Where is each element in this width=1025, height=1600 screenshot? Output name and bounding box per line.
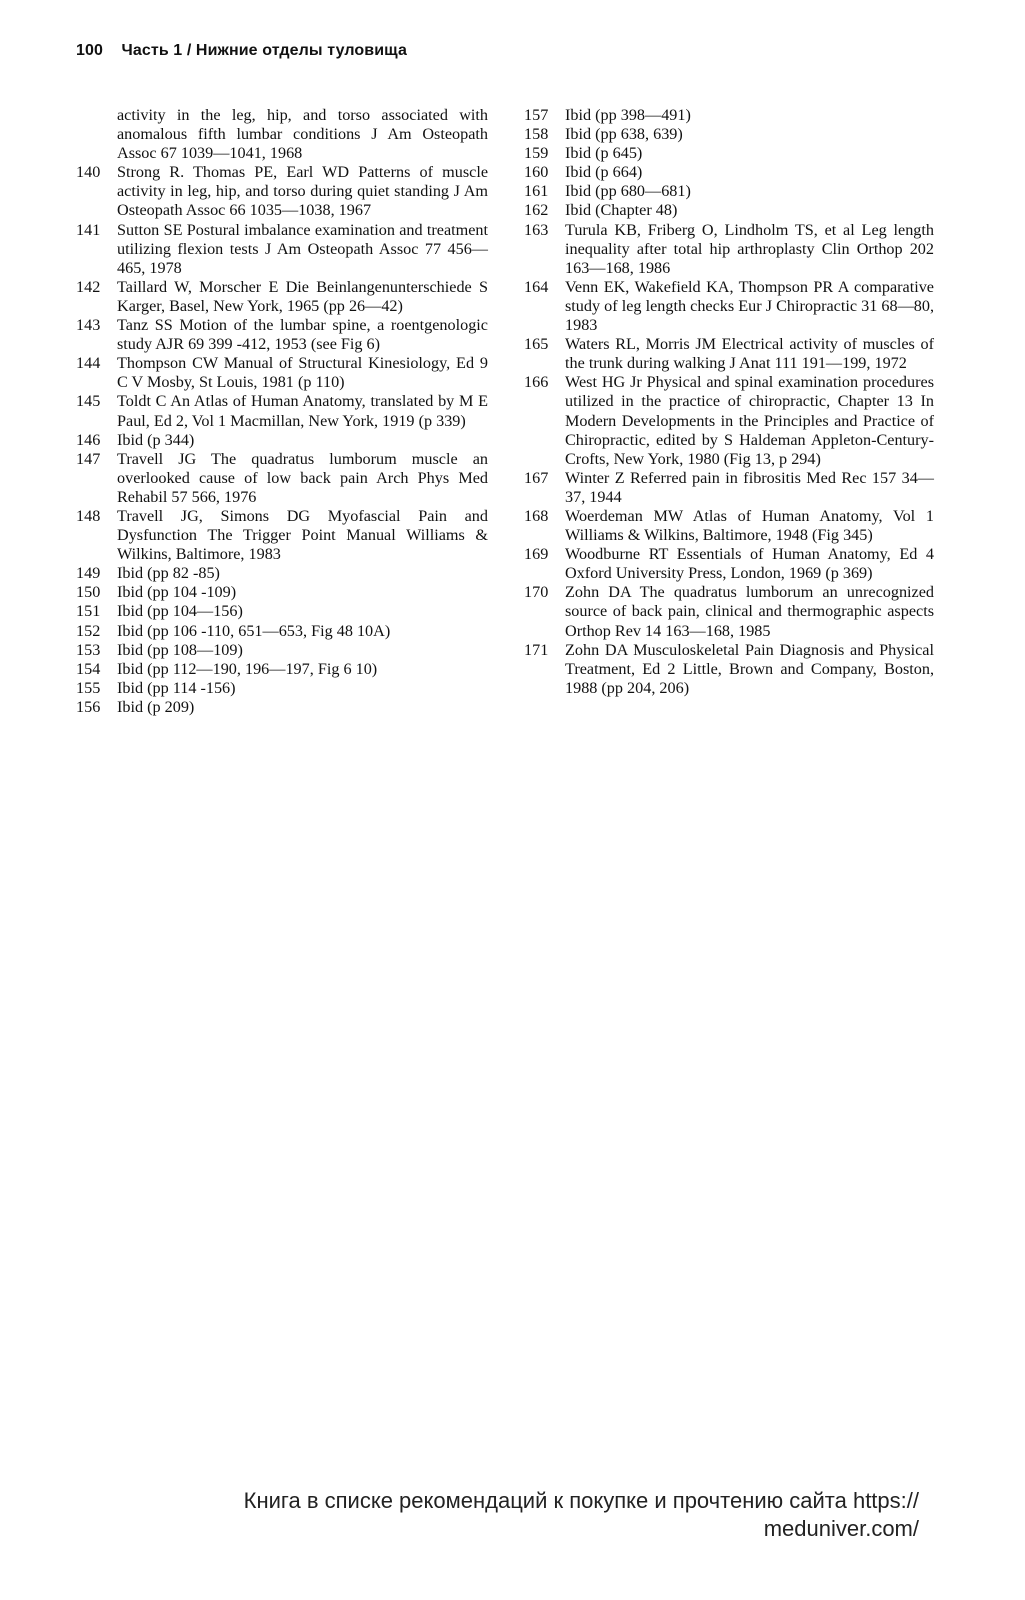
- reference-number: 159: [524, 144, 549, 163]
- reference-entry: [524, 125, 934, 144]
- reference-text: Ibid (pp 112—190, 196—197, Fig 6 10): [117, 659, 378, 678]
- reference-number: 166: [524, 373, 549, 392]
- reference-entry: [524, 144, 934, 163]
- reference-text: Ibid (p 344): [117, 430, 195, 449]
- reference-number: 162: [524, 201, 549, 220]
- reference-number: 169: [524, 545, 549, 564]
- reference-text: Ibid (p 664): [565, 163, 643, 182]
- reference-text: Woerdeman MW Atlas of Human Anatomy, Vol 1 Williams & Wilkins, Baltimore, 1948 (Fig 345): [565, 506, 934, 545]
- reference-text: Venn EK, Wakefield KA, Thompson PR A comparative study of leg length checks Eur J Chiropractic 31 68—80, 1983: [565, 277, 934, 335]
- reference-number: 164: [524, 277, 549, 296]
- reference-entry: [524, 641, 934, 698]
- reference-number: 146: [76, 430, 101, 449]
- reference-entry: [76, 278, 488, 316]
- reference-entry: [76, 354, 488, 392]
- reference-text: Travell JG The quadratus lumborum muscle an overlooked cause of low back pain Arch Phys Med Rehabil 57 566, 1976: [117, 449, 488, 506]
- reference-text: Woodburne RT Essentials of Human Anatomy, Ed 4 Oxford University Press, London, 1969 (p 369): [565, 545, 934, 583]
- reference-text: Sutton SE Postural imbalance examination and treatment utilizing flexion tests J Am Osteopath Assoc 77 456—465, 1978: [117, 220, 488, 277]
- reference-number: 153: [76, 640, 101, 659]
- reference-entry: [524, 182, 934, 201]
- reference-text: Ibid (pp 82 -85): [117, 564, 220, 583]
- reference-number: 152: [76, 621, 101, 640]
- reference-entry: [524, 163, 934, 182]
- reference-entry: [524, 373, 934, 468]
- reference-text: Thompson CW Manual of Structural Kinesiology, Ed 9 C V Mosby, St Louis, 1981 (p 110): [117, 354, 488, 392]
- reference-text: Taillard W, Morscher E Die Beinlangenunterschiede S Karger, Basel, New York, 1965 (pp 26—42): [117, 277, 488, 315]
- reference-number: 156: [76, 697, 101, 716]
- section-title: Часть 1 / Нижние отделы туловища: [121, 42, 407, 59]
- reference-number: 145: [76, 392, 101, 411]
- reference-entry: [76, 564, 488, 583]
- reference-text: Toldt C An Atlas of Human Anatomy, translated by M E Paul, Ed 2, Vol 1 Macmillan, New York, 1919 (p 339): [117, 392, 488, 430]
- reference-number: 149: [76, 564, 101, 583]
- reference-number: 161: [524, 182, 549, 201]
- reference-number: 168: [524, 506, 549, 525]
- reference-entry: [524, 221, 934, 278]
- watermark-line: meduniver.com/: [763, 1516, 919, 1541]
- reference-text: Ibid (pp 108—109): [117, 640, 243, 659]
- reference-text: Zohn DA The quadratus lumborum an unrecognized source of back pain, clinical and thermographic aspects Orthop Rev 14 163—168, 1985: [565, 583, 934, 640]
- reference-number: 165: [524, 335, 549, 354]
- reference-text: Ibid (p 209): [117, 697, 195, 716]
- reference-entry: [524, 545, 934, 583]
- reference-entry: [524, 106, 934, 125]
- reference-text: Ibid (pp 104—156): [117, 602, 243, 621]
- reference-entry: [76, 602, 488, 621]
- reference-number: 160: [524, 163, 549, 182]
- reference-entry: [76, 316, 488, 354]
- reference-text: Strong R. Thomas PE, Earl WD Patterns of muscle activity in leg, hip, and torso during quiet standing J Am Osteopath Assoc 66 1035—1038, 1967: [117, 163, 488, 220]
- reference-text: Ibid (Chapter 48): [565, 201, 678, 220]
- website-watermark: [99, 1487, 919, 1543]
- reference-number: 167: [524, 468, 549, 487]
- page-number: 100: [76, 42, 103, 59]
- reference-list-right: [524, 106, 934, 698]
- reference-entry: [76, 622, 488, 641]
- reference-number: 148: [76, 506, 101, 525]
- references-left-column: [76, 106, 488, 717]
- reference-text: Ibid (pp 106 -110, 651—653, Fig 48 10A): [117, 621, 391, 640]
- reference-number: 147: [76, 449, 101, 468]
- reference-text: West HG Jr Physical and spinal examination procedures utilized in the practice of chiropractic, Chapter 13 In Modern Developments in the Principles and Practice of Chiropractic, edited by S Haldeman Appleton-Century-Crofts, New York, 1980 (Fig 13, p 294): [565, 373, 934, 468]
- reference-entry: [524, 201, 934, 220]
- reference-number: 140: [76, 163, 101, 182]
- reference-entry: [524, 507, 934, 545]
- reference-entry: [76, 450, 488, 507]
- watermark-line: Книга в списке рекомендаций к покупке и прочтению сайта https://: [243, 1488, 919, 1513]
- reference-list-left: [76, 163, 488, 717]
- reference-text: Ibid (pp 680—681): [565, 182, 691, 201]
- reference-entry: [76, 221, 488, 278]
- reference-text: Ibid (pp 638, 639): [565, 125, 683, 144]
- reference-entry: [76, 583, 488, 602]
- reference-number: 154: [76, 659, 101, 678]
- reference-number: 151: [76, 602, 101, 621]
- reference-continuation: [76, 106, 488, 163]
- reference-text: Tanz SS Motion of the lumbar spine, a roentgenologic study AJR 69 399 -412, 1953 (see Fig 6): [117, 316, 488, 354]
- reference-text: Ibid (pp 114 -156): [117, 678, 236, 697]
- reference-text: Waters RL, Morris JM Electrical activity of muscles of the trunk during walking J Anat 111 191—199, 1972: [565, 335, 934, 373]
- reference-number: 150: [76, 583, 101, 602]
- reference-entry: [76, 679, 488, 698]
- references-right-column: [524, 106, 934, 698]
- reference-number: 157: [524, 106, 549, 124]
- reference-number: 171: [524, 640, 549, 659]
- reference-number: 158: [524, 125, 549, 144]
- reference-text: Ibid (pp 398—491): [565, 106, 691, 124]
- reference-text: activity in the leg, hip, and torso associated with anomalous fifth lumbar conditions J Am Osteopath Assoc 67 1039—1041, 1968: [117, 106, 488, 163]
- reference-number: 163: [524, 220, 549, 239]
- reference-number: 155: [76, 678, 101, 697]
- reference-number: 141: [76, 220, 101, 239]
- reference-text: Travell JG, Simons DG Myofascial Pain and Dysfunction The Trigger Point Manual Williams & Wilkins, Baltimore, 1983: [117, 506, 488, 564]
- reference-text: Zohn DA Musculoskeletal Pain Diagnosis and Physical Treatment, Ed 2 Little, Brown and Company, Boston, 1988 (pp 204, 206): [565, 640, 934, 697]
- reference-entry: [524, 583, 934, 640]
- reference-entry: [76, 507, 488, 564]
- reference-entry: [76, 163, 488, 220]
- reference-entry: [76, 641, 488, 660]
- reference-entry: [524, 278, 934, 335]
- reference-number: 143: [76, 316, 101, 335]
- reference-number: 142: [76, 277, 101, 296]
- reference-entry: [76, 660, 488, 679]
- reference-entry: [76, 392, 488, 430]
- reference-entry: [76, 698, 488, 717]
- reference-text: Turula KB, Friberg O, Lindholm TS, et al Leg length inequality after total hip arthroplasty Clin Orthop 202 163—168, 1986: [565, 220, 934, 277]
- reference-entry: [524, 335, 934, 373]
- reference-entry: [524, 469, 934, 507]
- reference-text: Ibid (pp 104 -109): [117, 583, 237, 602]
- reference-text: Ibid (p 645): [565, 144, 643, 163]
- reference-text: Winter Z Referred pain in fibrositis Med Rec 157 34—37, 1944: [565, 468, 934, 506]
- reference-number: 170: [524, 583, 549, 602]
- page-header: [76, 42, 407, 60]
- reference-entry: [76, 431, 488, 450]
- reference-number: 144: [76, 354, 101, 373]
